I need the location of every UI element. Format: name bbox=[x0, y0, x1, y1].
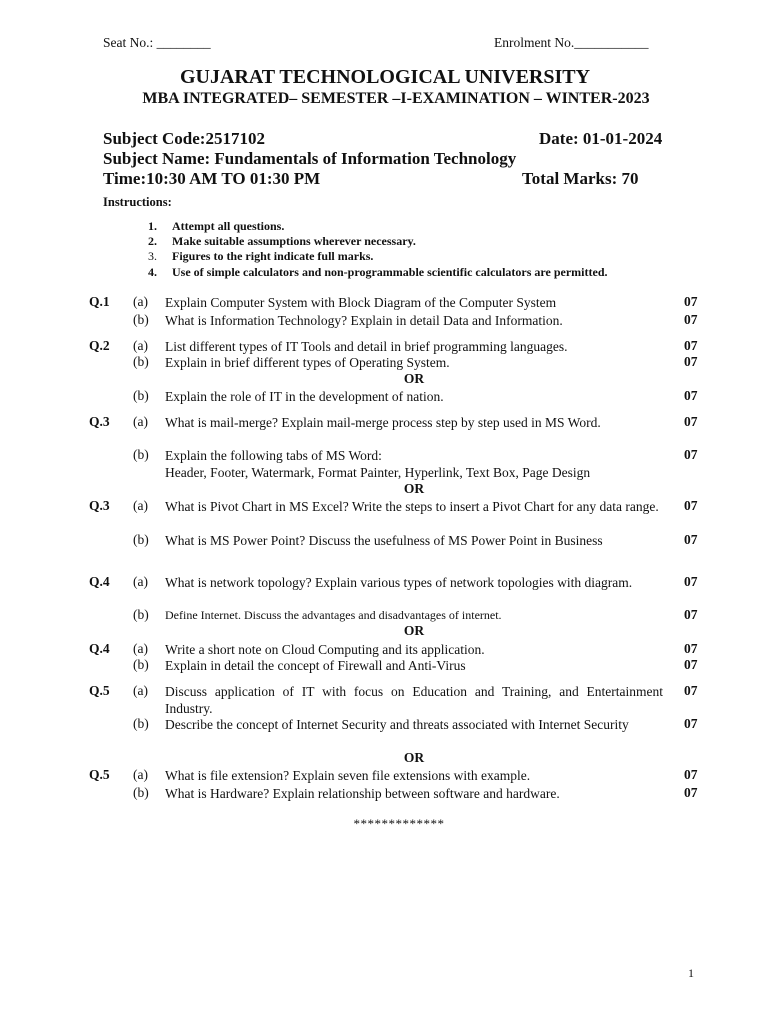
question-marks: 07 bbox=[684, 767, 698, 782]
subject-code: Subject Code:2517102 bbox=[103, 129, 265, 148]
subquestion-label: (a) bbox=[133, 683, 148, 698]
instruction-item: 1. Attempt all questions. bbox=[148, 219, 285, 233]
subquestion-label: (a) bbox=[133, 414, 148, 429]
question-marks: 07 bbox=[684, 574, 698, 589]
question-marks: 07 bbox=[684, 657, 698, 672]
subquestion-label: (b) bbox=[133, 354, 149, 369]
subquestion-label: (a) bbox=[133, 498, 148, 513]
question-marks: 07 bbox=[684, 338, 698, 353]
university-title: GUJARAT TECHNOLOGICAL UNIVERSITY bbox=[179, 66, 591, 88]
question-text: List different types of IT Tools and detail in brief programming languages. bbox=[165, 339, 568, 354]
or-separator: OR bbox=[403, 623, 425, 638]
subquestion-label: (b) bbox=[133, 785, 149, 800]
question-text: What is MS Power Point? Discuss the usefulness of MS Power Point in Business bbox=[165, 533, 603, 548]
instruction-item: 3. Figures to the right indicate full marks. bbox=[148, 249, 374, 264]
or-separator: OR bbox=[403, 750, 425, 765]
question-label: Q.3 bbox=[89, 414, 110, 429]
question-marks: 07 bbox=[684, 641, 698, 656]
subquestion-label: (b) bbox=[133, 532, 149, 547]
question-text: Explain the role of IT in the development of nation. bbox=[165, 389, 444, 404]
question-marks: 07 bbox=[684, 388, 698, 403]
question-marks: 07 bbox=[684, 532, 698, 547]
subquestion-label: (b) bbox=[133, 447, 149, 462]
question-marks: 07 bbox=[684, 498, 698, 513]
end-of-paper-marker: ************* bbox=[353, 816, 445, 831]
question-text: What is Hardware? Explain relationship between software and hardware. bbox=[165, 786, 560, 801]
exam-time: Time:10:30 AM TO 01:30 PM bbox=[103, 169, 321, 188]
question-text: Explain Computer System with Block Diagram of the Computer System bbox=[165, 295, 557, 310]
question-label: Q.2 bbox=[89, 338, 110, 353]
exam-date: Date: 01-01-2024 bbox=[539, 129, 663, 148]
question-label: Q.1 bbox=[89, 294, 110, 309]
instruction-item: 2. Make suitable assumptions wherever necessary. bbox=[148, 234, 416, 249]
question-text: What is network topology? Explain various types of network topologies with diagram. bbox=[165, 575, 633, 590]
or-separator: OR bbox=[403, 371, 425, 386]
question-text: Discuss application of IT with focus on Education and Training, and Entertainment Industry. bbox=[165, 684, 663, 716]
page-number: 1 bbox=[688, 966, 694, 980]
subquestion-label: (a) bbox=[133, 294, 148, 309]
subject-name: Subject Name: Fundamentals of Information Technology bbox=[103, 149, 517, 168]
question-label: Q.3 bbox=[89, 498, 110, 513]
seat-no-field: Seat No.: ________ bbox=[103, 35, 211, 50]
instructions-heading: Instructions: bbox=[103, 195, 172, 209]
subquestion-label: (a) bbox=[133, 641, 148, 656]
question-marks: 07 bbox=[684, 716, 698, 731]
or-separator: OR bbox=[403, 481, 425, 496]
question-text-continued: Header, Footer, Watermark, Format Painter, Hyperlink, Text Box, Page Design bbox=[165, 465, 591, 480]
subquestion-label: (b) bbox=[133, 607, 149, 622]
subquestion-label: (a) bbox=[133, 338, 148, 353]
question-marks: 07 bbox=[684, 683, 698, 698]
question-marks: 07 bbox=[684, 607, 698, 622]
subquestion-label: (b) bbox=[133, 716, 149, 731]
question-marks: 07 bbox=[684, 785, 698, 800]
subquestion-label: (a) bbox=[133, 574, 148, 589]
examination-title: MBA INTEGRATED– SEMESTER –I-EXAMINATION – WINTER-2023 bbox=[142, 90, 650, 107]
question-text: What is Information Technology? Explain in detail Data and Information. bbox=[165, 313, 563, 328]
question-marks: 07 bbox=[684, 354, 698, 369]
question-marks: 07 bbox=[684, 414, 698, 429]
question-label: Q.5 bbox=[89, 683, 110, 698]
question-label: Q.5 bbox=[89, 767, 110, 782]
subquestion-label: (a) bbox=[133, 767, 148, 782]
question-marks: 07 bbox=[684, 312, 698, 327]
question-text: Explain in brief different types of Operating System. bbox=[165, 355, 450, 370]
total-marks: Total Marks: 70 bbox=[522, 169, 639, 188]
question-text: What is file extension? Explain seven file extensions with example. bbox=[165, 768, 531, 783]
question-marks: 07 bbox=[684, 294, 698, 309]
subquestion-label: (b) bbox=[133, 657, 149, 672]
question-text: Define Internet. Discuss the advantages and disadvantages of internet. bbox=[165, 608, 502, 622]
question-text: What is Pivot Chart in MS Excel? Write the steps to insert a Pivot Chart for any data range. bbox=[165, 499, 659, 514]
question-text: What is mail-merge? Explain mail-merge process step by step used in MS Word. bbox=[165, 415, 601, 430]
subquestion-label: (b) bbox=[133, 388, 149, 403]
question-marks: 07 bbox=[684, 447, 698, 462]
question-text: Write a short note on Cloud Computing and its application. bbox=[165, 642, 485, 657]
question-text: Explain the following tabs of MS Word: bbox=[165, 448, 382, 463]
question-text: Explain in detail the concept of Firewall and Anti-Virus bbox=[165, 658, 466, 673]
question-text: Describe the concept of Internet Security and threats associated with Internet Security bbox=[165, 717, 629, 732]
subquestion-label: (b) bbox=[133, 312, 149, 327]
enrolment-no-field: Enrolment No.___________ bbox=[494, 35, 649, 50]
instructions-list bbox=[148, 219, 608, 280]
question-label: Q.4 bbox=[89, 641, 110, 656]
instruction-item: 4. Use of simple calculators and non-programmable scientific calculators are permitted. bbox=[148, 264, 608, 279]
question-label: Q.4 bbox=[89, 574, 110, 589]
